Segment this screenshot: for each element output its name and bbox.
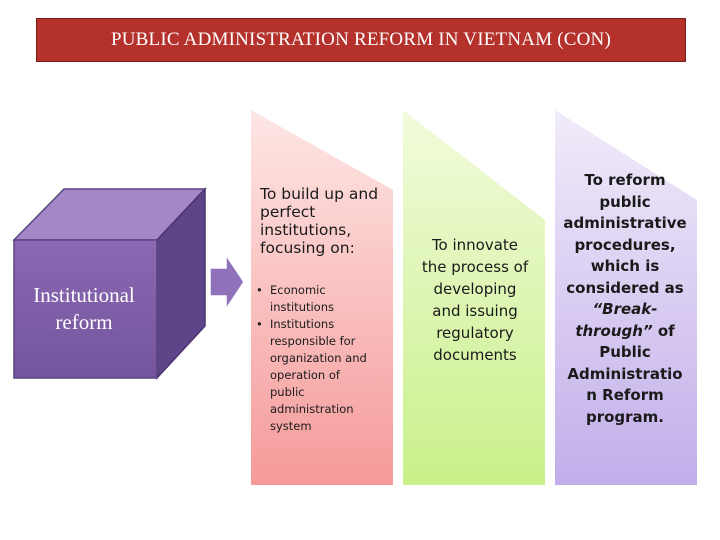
panel-2-text: To innovate the process of developing and issuing regulatory documents	[421, 236, 529, 364]
panel-1-bullet-list: • Economic institutions • Institutions responsible for organization and operation of public administration system	[256, 282, 396, 435]
arrow-icon	[210, 255, 244, 309]
slide-title: PUBLIC ADMINISTRATION REFORM IN VIETNAM (CON)	[110, 29, 612, 50]
list-item: • Economic	[256, 283, 326, 297]
panel-3-text: To reform public administrative procedures, which is considered as “Break- through” of Public Administratio n Reform program.	[563, 171, 687, 426]
panel-1-intro: To build up and perfect institutions, focusing on:	[260, 185, 379, 257]
cube-label: Institutional reform	[33, 283, 135, 334]
list-item: • Institutions	[256, 317, 335, 331]
